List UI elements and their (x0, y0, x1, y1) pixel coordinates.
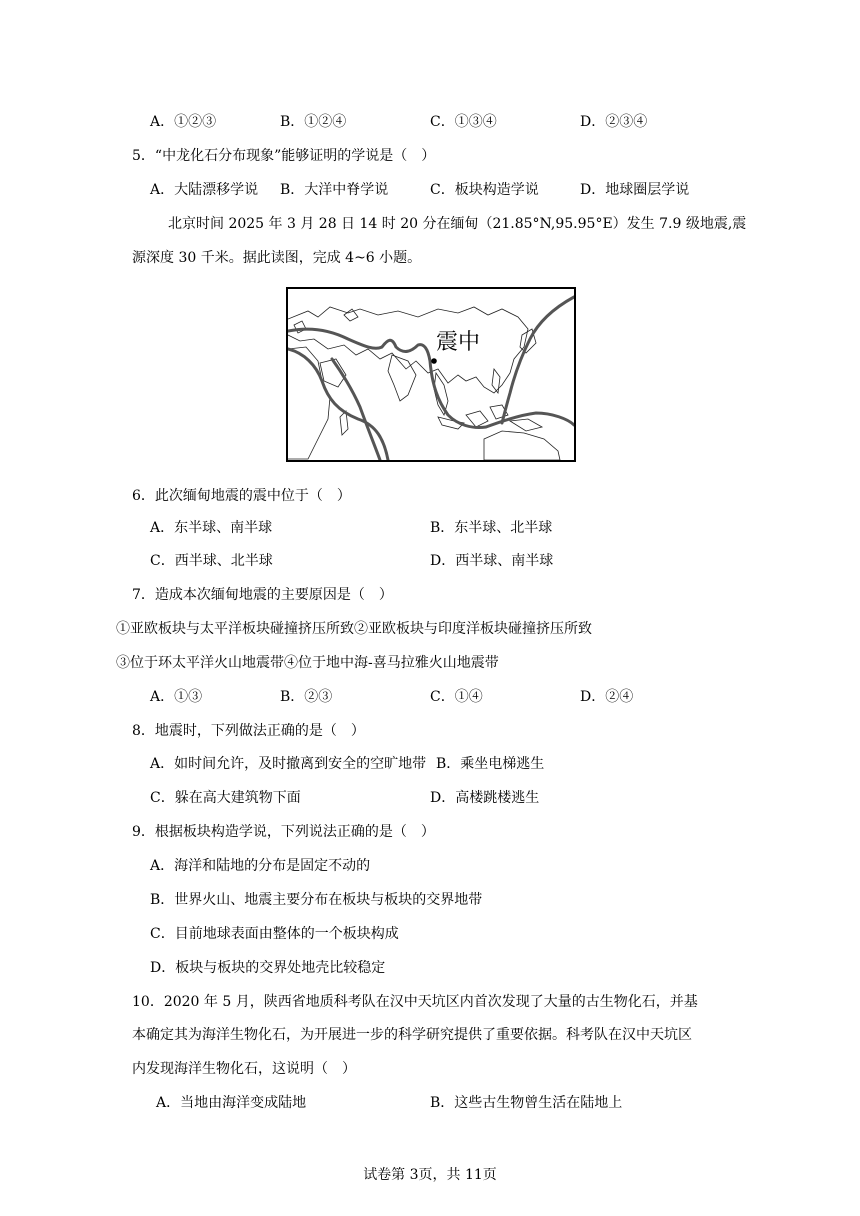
page-footer: 试卷第 3页，共 11页 (363, 1167, 497, 1183)
q8-option-b: B．乘坐电梯逃生 (436, 756, 545, 772)
epicenter-label: 震中 (436, 330, 481, 355)
q4-option-a: A．①②③ (150, 114, 217, 130)
q8-option-c: C．躲在高大建筑物下面 (150, 790, 301, 806)
q10-stem-line-1: 10．2020 年 5 月，陕西省地质科考队在汉中天坑区内首次发现了大量的古生物化石，并基 (132, 994, 698, 1010)
q4-option-d: D．②③④ (580, 114, 648, 130)
q9-option-b: B．世界火山、地震主要分布在板块与板块的交界地带 (150, 892, 483, 908)
q9-stem: 9．根据板块构造学说，下列说法正确的是（ ） (132, 824, 435, 840)
q6-option-c: C．西半球、北半球 (150, 553, 273, 569)
q7-statement-line-1: ①亚欧板块与太平洋板块碰撞挤压所致②亚欧板块与印度洋板块碰撞挤压所致 (116, 621, 592, 637)
q7-option-d: D．②④ (580, 689, 634, 705)
q8-option-a: A．如时间允许，及时撤离到安全的空旷地带 (150, 756, 427, 772)
q7-statement-line-2: ③位于环太平洋火山地震带④位于地中海-喜马拉雅火山地震带 (116, 655, 499, 671)
q6-option-d: D．西半球、南半球 (430, 553, 554, 569)
q5-option-c: C．板块构造学说 (430, 182, 539, 198)
intro-line-1: 北京时间 2025 年 3 月 28 日 14 时 20 分在缅甸（21.85°N,95.95°E）发生 7.9 级地震,震 (168, 216, 747, 232)
q5-option-d: D．地球圈层学说 (580, 182, 690, 198)
world-map-drawing (288, 289, 574, 460)
q5-option-b: B．大洋中脊学说 (280, 182, 389, 198)
q7-option-a: A．①③ (150, 689, 203, 705)
q10-option-b: B．这些古生物曾生活在陆地上 (430, 1095, 623, 1111)
q10-option-a: A．当地由海洋变成陆地 (156, 1095, 307, 1111)
q6-option-a: A．东半球、南半球 (150, 520, 273, 536)
q8-option-d: D．高楼跳楼逃生 (430, 790, 540, 806)
q5-stem: 5．“中龙化石分布现象”能够证明的学说是（ ） (132, 148, 436, 164)
q6-option-b: B．东半球、北半球 (430, 520, 553, 536)
q7-option-c: C．①④ (430, 689, 483, 705)
q8-stem: 8．地震时，下列做法正确的是（ ） (132, 723, 365, 739)
q10-stem-line-2: 本确定其为海洋生物化石，为开展进一步的科学研究提供了重要依据。科考队在汉中天坑区 (132, 1027, 692, 1043)
q9-option-a: A．海洋和陆地的分布是固定不动的 (150, 858, 371, 874)
earthquake-map (286, 287, 576, 462)
q5-option-a: A．大陆漂移学说 (150, 182, 259, 198)
q10-stem-line-3: 内发现海洋生物化石，这说明（ ） (132, 1061, 356, 1077)
q4-option-c: C．①③④ (430, 114, 497, 130)
q9-option-d: D．板块与板块的交界处地壳比较稳定 (150, 960, 386, 976)
intro-line-2: 源深度 30 千米。据此读图，完成 4~6 小题。 (132, 250, 422, 266)
q6-stem: 6．此次缅甸地震的震中位于（ ） (132, 488, 351, 504)
q7-option-b: B．②③ (280, 689, 333, 705)
q9-option-c: C．目前地球表面由整体的一个板块构成 (150, 926, 399, 942)
epicenter-dot (431, 358, 437, 364)
q4-option-b: B．①②④ (280, 114, 347, 130)
q7-stem: 7．造成本次缅甸地震的主要原因是（ ） (132, 587, 393, 603)
